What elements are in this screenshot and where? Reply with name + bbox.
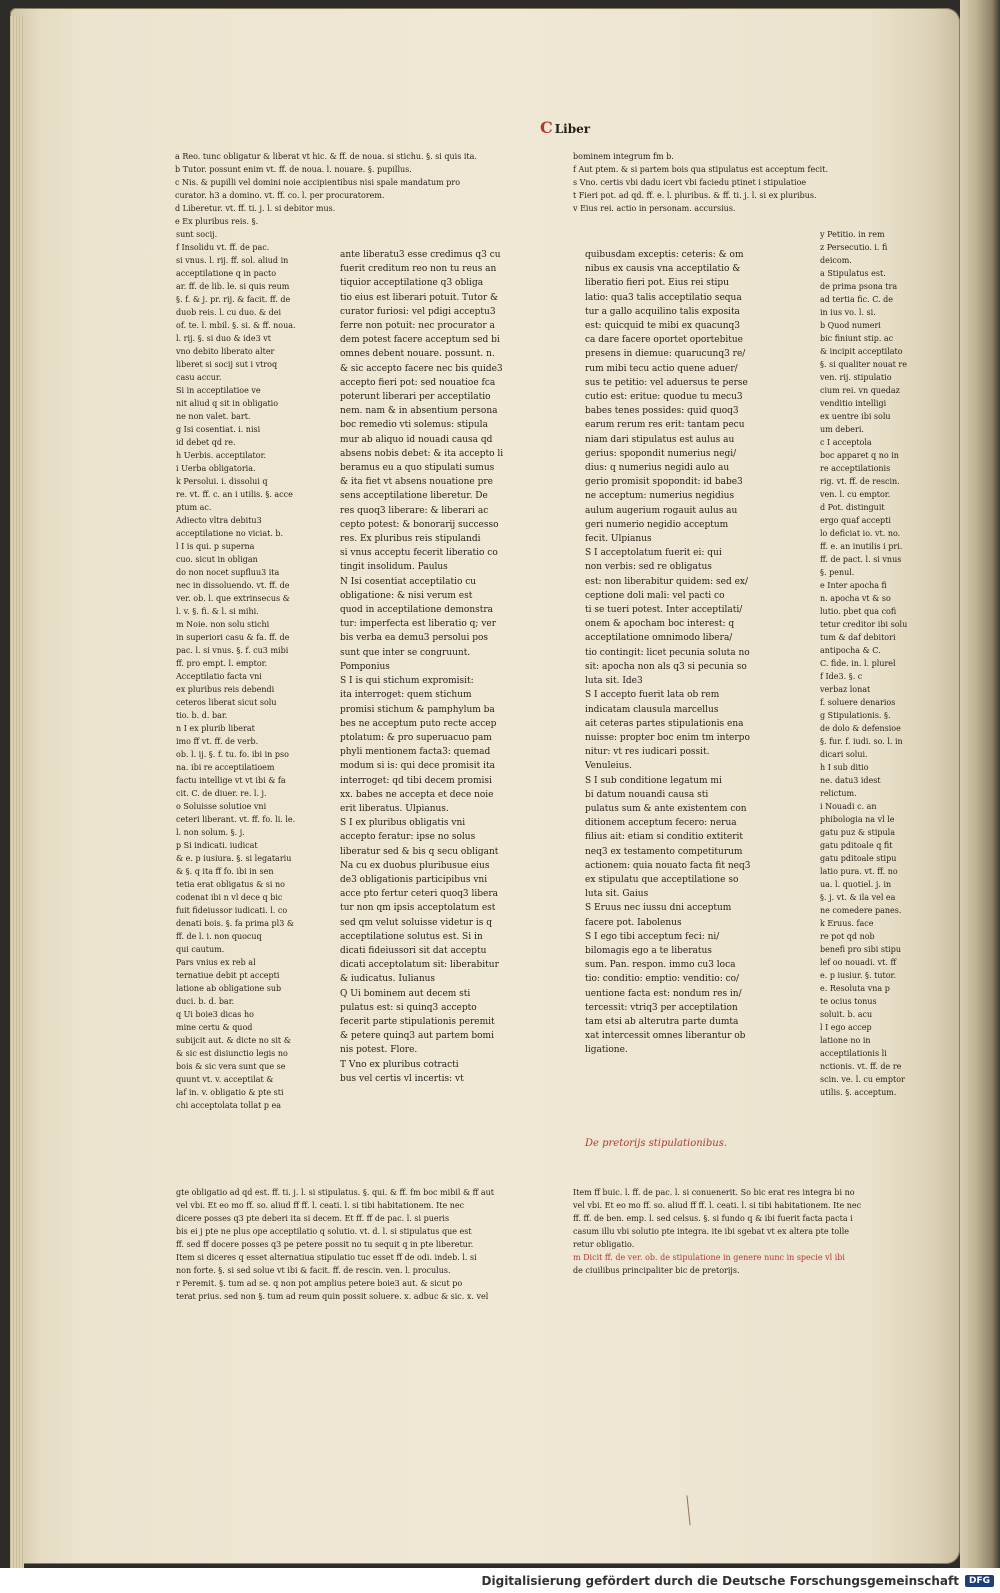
text-line: pulatus sum & ante existentem con [585,803,747,814]
text-line: & petere quinq3 aut partem bomi [340,1031,494,1042]
footer-bar [0,1568,1000,1593]
gloss-line: scin. ve. l. cu emptor [820,1075,905,1084]
text-line: Q Ui bominem aut decem sti [340,988,471,999]
text-line: ne acceptum: numerius negidius [585,491,735,502]
gloss-line: h Uerbis. acceptilator. [176,451,267,460]
text-line: bes ne acceptum puto recte accep [340,718,497,729]
gloss-line: ergo quaf accepti [820,516,891,525]
text-line: earum rerum res erit: tantam pecu [585,420,745,431]
text-line: tam etsi ab alterutra parte dumta [585,1016,739,1027]
text-line: poterunt liberari per acceptilatio [340,392,491,403]
text-column-right [585,248,800,1058]
gloss-line: c Nis. & pupilli vel domini noie accipientibus nisi spale mandatum pro [175,178,461,187]
gloss-line: ne comedere panes. [820,906,902,915]
text-line: si vnus acceptu fecerit liberatio co [340,548,498,559]
gloss-bottom-right [573,1186,938,1277]
text-line: neq3 ex testamento competiturum [585,846,743,857]
text-line: S Eruus nec iussu dni acceptum [585,903,732,914]
text-line: xx. babes ne accepta et dece noie [340,789,494,800]
gloss-line: ff. e. an inutilis i pri. [820,542,903,551]
gloss-line: nit aliud q sit in obligatio [176,399,279,408]
text-line: babes tenes possides: quid quoq3 [585,406,739,417]
text-line: est: quicquid te mibi ex quacunq3 [585,321,741,332]
text-line: bilomagis ego a te liberatus [585,945,712,956]
text-line: presens in diemue: quarucunq3 re/ [585,349,746,360]
gloss-line: retur obligatio. [573,1240,635,1249]
text-line: nitur: vt res iudicari possit. [585,747,710,758]
gloss-line: & sic est disiunctio legis no [176,1049,288,1058]
gloss-line: ar. ff. de lib. le. si quis reum [176,282,290,291]
text-line: actionem: quia nouato facta fit neq3 [585,860,751,871]
gloss-line: h I sub ditio [820,763,869,772]
gloss-line: ff. sed ff docere posses q3 pe petere possit no tu sequit q in pte liberetur. [176,1240,474,1249]
gloss-line: §. penul. [820,568,855,577]
gloss-line: imo ff vt. ff. de verb. [176,737,259,746]
gloss-line: de dolo & defensioe [820,724,901,733]
gloss-line: te ocius tonus [820,997,877,1006]
text-line: ferre non potuit: nec procurator a [340,321,495,332]
text-line: omnes debent nouare. possunt. n. [340,349,495,360]
gloss-line: e Inter apocha fi [820,581,887,590]
text-line: sus te petitio: vel aduersus te perse [585,377,748,388]
gloss-line: gatu pditoale stipu [820,854,897,863]
gloss-line: tetur creditor ibi solu [820,620,908,629]
gloss-line: lutio. pbet qua cofi [820,607,897,616]
gloss-line: a Stipulatus est. [820,269,886,278]
text-line: acceptilatione omnimodo libera/ [585,633,733,644]
gloss-line: k Eruus. face [820,919,874,928]
gloss-line: deicom. [820,256,852,265]
gloss-line: soluit. b. acu [820,1010,873,1019]
gloss-line: e. Resoluta vna p [820,984,890,993]
text-line: dicati fideiussori sit dat acceptu [340,945,487,956]
gloss-line: quunt vt. v. acceptilat & [176,1075,274,1084]
gloss-line: terat prius. sed non §. tum ad reum quin possit soluere. x. adbuc & sic. x. vel [176,1292,489,1301]
gloss-line: v Eius rei. actio in personam. accursius. [573,204,736,213]
text-line: ligatione. [585,1045,628,1056]
gloss-line: m Noie. non solu stichi [176,620,270,629]
gloss-line: mine certu & quod [176,1023,253,1032]
gloss-line: in ius vo. l. si. [820,308,876,317]
gloss-line: r Peremit. §. tum ad se. q non pot amplius petere boie3 aut. & sicut po [176,1279,463,1288]
book-fold [960,0,1000,1568]
text-line: N Isi cosentiat acceptilatio cu [340,576,477,587]
gloss-line: de prima psona tra [820,282,898,291]
gloss-line: curator. h3 a domino. vt. ff. co. l. per procuratorem. [175,191,385,200]
gloss-line: nctionis. vt. ff. de re [820,1062,902,1071]
gloss-line: verbaz lonat [820,685,871,694]
gloss-line: lef oo nouadi. vt. ff [820,958,897,967]
text-line: sunt que inter se congruunt. [340,647,471,658]
gloss-line: ver. ob. l. que extrinsecus & [176,594,290,603]
text-line: & sic accepto facere nec bis quide3 [340,363,503,374]
text-line: mur ab aliquo id nouadi causa qd [340,434,493,445]
text-line: bi datum nouandi causa sti [585,789,709,800]
text-line: luta sit. Ide3 [585,676,643,687]
text-line: fuerit creditum reo non tu reus an [340,264,497,275]
gloss-line: n. apocha vt & so [820,594,891,603]
text-line: tio contingit: licet pecunia soluta no [585,647,750,658]
gloss-line: acceptilatione q in pacto [176,269,277,278]
gloss-line: laf in. v. obligatio & pte sti [176,1088,284,1097]
gloss-line: ff. pro empt. l. emptor. [176,659,268,668]
text-line: ptolatum: & pro superuacuo pam [340,732,492,743]
gloss-line: e. p iusiur. §. tutor. [820,971,897,980]
text-line: modum si is: qui dece promisit ita [340,761,495,772]
text-column-middle [340,248,555,1086]
gloss-line: lo deficiat io. vt. no. [820,529,901,538]
gloss-line: ff. de l. i. non quocuq [176,932,262,941]
gloss-line: in superiori casu & fa. ff. de [176,633,290,642]
gloss-line: Adiecto vltra debitu3 [176,516,262,525]
gloss-line: s Vno. certis vbi dadu icert vbi faciedu ptinet i stipulatioe [573,178,807,187]
gloss-line: re. vt. ff. c. an i utilis. §. acce [176,490,293,499]
gloss-line: um deberi. [820,425,864,434]
gloss-line: ob. l. ij. §. f. tu. fo. ibi in pso [176,750,289,759]
gloss-line: of. te. l. mbil. §. si. & ff. noua. [176,321,296,330]
gloss-line: chi acceptolata tollat p ea [176,1101,282,1110]
gloss-line: b Quod numeri [820,321,881,330]
initial-c-icon: C [540,118,553,137]
text-line: acce pto fertur ceteri quoq3 libera [340,889,499,900]
gloss-line: re pot qd nob [820,932,875,941]
gloss-line: e Ex pluribus reis. §. [175,217,259,226]
gloss-line: l I is qui. p superna [176,542,255,551]
gloss-line: acceptilationis li [820,1049,887,1058]
gloss-line: Pars vnius ex reb al [176,958,256,967]
text-line: accepto feratur: ipse no solus [340,832,476,843]
gloss-line: bois & sic vera sunt que se [176,1062,286,1071]
gloss-line: boc apparet q no in [820,451,899,460]
gloss-line: z Persecutio. i. fi [820,243,888,252]
gloss-line: l. rij. §. si duo & ide3 vt [176,334,271,343]
text-line: beramus eu a quo stipulati sumus [340,463,495,474]
text-line: liberatio fieri pot. Eius rei stipu [585,278,729,289]
text-line: erit liberatus. Ulpianus. [340,803,449,814]
gloss-line: §. f. & j. pr. rij. & facit. ff. de [176,295,291,304]
gloss-line: i Nouadi c. an [820,802,877,811]
gloss-line: ex uentre ibi solu [820,412,891,421]
gloss-line: & incipit acceptilato [820,347,903,356]
gloss-line: cium rei. vn quedaz [820,386,900,395]
gloss-line: tetia erat obligatus & si no [176,880,285,889]
text-line: sens acceptilatione liberetur. De [340,491,488,502]
text-line: aulum augerium rogauit aulus au [585,505,738,516]
text-line: bus vel certis vl incertis: vt [340,1073,464,1084]
gloss-line: n I ex plurib liberat [176,724,255,733]
gloss-line: gatu puz & stipula [820,828,895,837]
gloss-line: liberet si socij sut i vtroq [176,360,278,369]
gloss-line: gatu pditoale q fit [820,841,893,850]
text-line: gerio promisit spopondit: id babe3 [585,477,743,488]
text-line: tur: imperfecta est liberatio q; ver [340,619,497,630]
text-line: T Vno ex pluribus cotracti [340,1059,459,1070]
text-line: sum. Pan. respon. immo cu3 loca [585,960,736,971]
text-line: res quoq3 liberare: & liberari ac [340,505,489,516]
text-line: S I ego tibi acceptum feci: ni/ [585,931,720,942]
text-line: tercessit: vtriq3 per acceptilation [585,1002,738,1013]
text-line: ante liberatu3 esse credimus q3 cu [340,250,501,260]
gloss-line: Si in acceptilatioe ve [176,386,261,395]
gloss-line: t Fieri pot. ad qd. ff. e. l. pluribus. & ff. ti. j. l. si ex pluribus. [573,191,817,200]
gloss-line: duob reis. l. cu duo. & dei [176,308,281,317]
text-line: & iudicatus. Iulianus [340,974,436,985]
gloss-line: g Isi cosentiat. i. nisi [176,425,261,434]
gloss-line: ff. de pact. l. si vnus [820,555,902,564]
text-line: niam dari stipulatus est aulus au [585,434,735,445]
text-line: indicatam clausula marcellus [585,704,719,715]
page-heading: C Liber [540,118,591,137]
text-line: geri numerio negidio acceptum [585,519,729,530]
gloss-line: §. j. vt. & ila vel ea [820,893,896,902]
text-line: non verbis: sed re obligatus [585,562,712,573]
text-line: ceptione doli mali: vel pacti co [585,590,725,601]
gloss-line: & §. q ita ff fo. ibi in sen [176,867,274,876]
gloss-line: ven. l. cu emptor. [820,490,891,499]
text-line: de3 obligationis participibus vni [340,874,488,885]
gloss-line: d Pot. distinguit [820,503,885,512]
text-line: pulatus est: si quinq3 accepto [340,1002,477,1013]
gloss-line: l. non solum. §. j. [176,828,245,837]
gloss-line: m Dicit ff. de ver. ob. de stipulatione in genere nunc in specie vl ibi [573,1253,845,1262]
gloss-line: na. ibi re acceptilatioem [176,763,275,772]
text-line: S I acceptolatum fuerit ei: qui [585,548,722,559]
gloss-line: ne. datu3 idest [820,776,881,785]
text-line: absens nobis debet: & ita accepto li [340,448,504,459]
text-line: fecerit parte stipulationis peremit [340,1016,495,1027]
gloss-bottom-left [176,1186,571,1303]
text-line: nuisse: propter boc enim tm interpo [585,732,750,743]
text-line: promisi stichum & pamphylum ba [340,704,495,715]
gloss-line: gte obligatio ad qd est. ff. ti. j. l. si stipulatus. §. qui. & ff. fm boc mibil & ff aut [176,1188,495,1197]
gloss-line: latione no in [820,1036,871,1045]
text-line: luta sit. Gaius [585,889,649,900]
gloss-line: tum & daf debitori [820,633,896,642]
gloss-line: cuo. sicut in obligan [176,555,258,564]
dfg-logo-icon: DFG [965,1575,994,1587]
gloss-line: ptum ac. [176,503,212,512]
footer-credit: Digitalisierung gefördert durch die Deutsche Forschungsgemeinschaft [481,1573,959,1588]
text-line: S I sub conditione legatum mi [585,775,722,786]
gloss-line: latione ab obligatione sub [176,984,282,993]
text-line: quod in acceptilatione demonstra [340,605,494,616]
gloss-line: l I ego accep [820,1023,872,1032]
text-line: uentione facta est: nondum res in/ [585,988,742,999]
text-line: gerius: spopondit numerius negi/ [585,448,737,459]
gloss-line: c I acceptola [820,438,872,447]
text-line: tingit insolidum. Paulus [340,562,448,573]
text-line: bis verba ea demu3 persolui pos [340,633,489,644]
text-line: S I is qui stichum expromisit: [340,676,474,687]
gloss-line: sunt socij. [176,230,218,239]
text-line: tiquior acceptilatione q3 obliga [340,278,484,289]
text-line: Venuleius. [585,761,632,772]
gloss-line: casu accur. [176,373,222,382]
gloss-line: §. si qualiter nouat re [820,360,907,369]
text-line: S I ex pluribus obligatis vni [340,818,466,829]
gloss-line: phibologia na vl le [820,815,895,824]
text-line: accepto fieri pot: sed nouatioe fca [340,377,496,388]
gloss-line: p Si indicati. iudicat [176,841,258,850]
gloss-line: ex pluribus reis debendi [176,685,275,694]
text-line: sit: apocha non als q3 si pecunia so [585,661,747,672]
text-line: onem & apocham boc interest: q [585,619,735,630]
gloss-top [175,150,555,228]
gloss-line: subijcit aut. & dicte no sit & [176,1036,291,1045]
text-line: latio: qua3 talis acceptilatio sequa [585,292,742,303]
gloss-line: g Stipulationis. §. [820,711,891,720]
gloss-column-right-top [573,150,923,215]
text-line: cepto potest: & bonorarij successo [340,519,499,530]
text-line: tio: conditio: emptio: venditio: co/ [585,974,740,985]
gloss-line: casum illu vbi solutio pte integra. ite ibi sgebat vt ex altera pte tolle [573,1227,850,1236]
gloss-line: §. fur. f. iudi. so. l. in [820,737,903,746]
gloss-line: l. v. §. fi. & l. si mihi. [176,607,259,616]
gloss-line: bominem integrum fm b. [573,152,674,161]
text-line: ait ceteras partes stipulationis ena [585,718,744,729]
gloss-line: ceteros liberat sicut solu [176,698,277,707]
gloss-line: Acceptilatio facta vni [176,672,262,681]
gloss-line: qui cautum. [176,945,225,954]
text-line: interroget: qd tibi decem promisi [340,775,492,786]
gloss-line: b Tutor. possunt enim vt. ff. de noua. l. nouare. §. pupillus. [175,165,412,174]
gloss-line: cit. C. de diuer. re. l. j. [176,789,267,798]
gloss-line: a Reo. tunc obligatur & liberat vt hic. & ff. de noua. si stichu. §. si quis ita. [175,152,477,161]
gloss-line: o Soluisse solutioe vni [176,802,267,811]
gloss-line: ceteri liberant. vt. ff. fo. li. le. [176,815,296,824]
gloss-line: benefi pro sibi stipu [820,945,901,954]
text-line: res. Ex pluribus reis stipulandi [340,534,481,545]
text-line: obligatione: & nisi verum est [340,590,473,601]
gloss-line: de ciuilibus principaliter bic de pretorijs. [573,1266,740,1275]
text-line: est: non liberabitur quidem: sed ex/ [585,576,749,587]
text-line: nem. nam & in absentium persona [340,406,498,417]
text-line: Pomponius [340,661,390,672]
gloss-line: Item si diceres q esset alternatiua stipulatio tuc esset ff de odi. indeb. l. si [176,1253,477,1262]
gloss-line: q Ui boie3 dicas ho [176,1010,254,1019]
gloss-line: d Liberetur. vt. ff. ti. j. l. si debitor mus. [175,204,336,213]
gloss-line: utilis. §. acceptum. [820,1088,897,1097]
gloss-line: y Petitio. in rem [820,230,885,239]
gloss-margin-right [820,228,938,1099]
text-line: dem potest facere acceptum sed bi [340,335,500,346]
gloss-line: factu intellige vt vt ibi & fa [176,776,286,785]
text-line: facere pot. Iabolenus [585,917,682,928]
gloss-line: ad tertia fic. C. de [820,295,893,304]
text-line: ita interroget: quem stichum [340,690,472,701]
gloss-line: do non nocet supfluu3 ita [176,568,280,577]
text-line: liberatur sed & bis q secu obligant [340,846,499,857]
text-line: sed qm velut soluisse videtur is q [340,917,493,928]
gloss-line: acceptilatione no viciat. b. [176,529,284,538]
text-line: fecit. Ulpianus [585,534,652,545]
gloss-line: pac. l. si vnus. §. f. cu3 mibi [176,646,289,655]
gloss-line: k Persolui. i. dissolui q [176,477,268,486]
text-line: nis potest. Flore. [340,1045,418,1056]
gloss-line: ff. ff. de ben. emp. l. sed celsus. §. si fundo q & ibi fuerit facta pacta i [573,1214,853,1223]
gloss-line: denati bois. §. fa prima pl3 & [176,919,294,928]
text-line: curator furiosi: vel pdigi acceptu3 [340,306,496,317]
text-line: ex stipulatu que acceptilatione so [585,874,739,885]
gloss-line: f Insolidu vt. ff. de pac. [176,243,270,252]
gloss-line: bis ei j pte ne plus ope acceptilatio q solutio. vt. d. l. si stipulatus que est [176,1227,472,1236]
gloss-line: ua. l. quotiel. j. in [820,880,892,889]
gloss-column-left [176,228,318,1112]
text-line: tur non qm ipsis acceptolatum est [340,903,496,914]
gloss-line: f Aut ptem. & si partem bois qua stipulatus est acceptum fecit. [573,165,828,174]
text-line: ca dare facere oportet oportebitue [585,335,743,346]
text-line: tur a gallo acquilino talis exposita [585,306,740,317]
gloss-line: duci. b. d. bar. [176,997,235,1006]
gloss-line: relictum. [820,789,857,798]
text-line: cutio est: eritue: quodue tu mecu3 [585,392,743,403]
gloss-line: latio pura. vt. ff. no [820,867,898,876]
text-line: acceptilatione solutus est. Si in [340,931,483,942]
gloss-line: & e. p iusiura. §. si legatariu [176,854,292,863]
gloss-line: C. fide. in. l. plurel [820,659,896,668]
text-line: ditionem acceptum fecero: nerua [585,818,737,829]
gloss-line: id debet qd re. [176,438,236,447]
text-line: Na cu ex duobus pluribusue eius [340,860,490,871]
text-line: & ita fiet vt absens nouatione pre [340,477,493,488]
text-line: phyli mentionem facta3: quemad [340,747,491,758]
gloss-line: dicere posses q3 pte deberi ita si decem. Et ff. ff de pac. l. si pueris [176,1214,450,1223]
gloss-line: rig. vt. ff. de rescin. [820,477,900,486]
text-line: boc remedio vti solemus: stipula [340,420,488,431]
text-line: dicati acceptolatum sit: liberabitur [340,960,499,971]
gloss-line: i Uerba obligatoria. [176,464,256,473]
gloss-line: re acceptilationis [820,464,891,473]
page-edge [10,16,24,1572]
gloss-line: ternatiue debit pt accepti [176,971,280,980]
gloss-line: dicari solui. [820,750,868,759]
gloss-line: antipocha & C. [820,646,881,655]
gloss-line: vno debito liberato alter [176,347,275,356]
text-line: tio eius est liberari potuit. Tutor & [340,292,499,303]
text-line: filius ait: etiam si conditio extiterit [585,832,744,843]
text-line: S I accepto fuerit lata ob rem [585,690,720,701]
gloss-line: ven. rij. stipulatio [820,373,892,382]
gloss-line: ne non valet. bart. [176,412,251,421]
rubric-heading: De pretorijs stipulationibus. [585,1138,728,1149]
gloss-line: vel vbi. Et eo mo ff. so. aliud ff ff. l. ceati. l. si tibi habitationem. Ite nec [176,1201,465,1210]
text-line: xat intercessit omnes liberantur ob [585,1031,746,1042]
text-line: dius: q numerius negidi aulo au [585,463,730,474]
gloss-line: codenat ibi n vl dece q bic [176,893,283,902]
gloss-line: si vnus. l. rij. ff. sol. aliud in [176,256,289,265]
gloss-line: f Ide3. §. c [820,672,863,681]
text-line: ti se tueri potest. Inter acceptilati/ [585,605,743,616]
text-line: nibus ex causis vna acceptilatio & [585,264,741,275]
gloss-line: venditio intelligi [820,399,887,408]
text-line: quibusdam exceptis: ceteris: & om [585,250,744,260]
gloss-line: nec in dissoluendo. vt. ff. de [176,581,290,590]
gloss-line: bic finiunt stip. ac [820,334,894,343]
gloss-line: fuit fideiussor iudicati. l. co [176,906,288,915]
gloss-line: non forte. §. si sed solue vt ibi & facit. ff. de rescin. ven. l. proculus. [176,1266,451,1275]
gloss-line: vel vbi. Et eo mo ff. so. aliud ff ff. l. ceati. l. si tibi habitationem. Ite nec [573,1201,862,1210]
gloss-line: Item ff buic. l. ff. de pac. l. si conuenerit. So bic erat res integra bi no [573,1188,855,1197]
gloss-line: tio. b. d. bar. [176,711,228,720]
text-line: rum mibi tecu actio quene aduer/ [585,363,738,374]
gloss-line: f. soluere denarios [820,698,896,707]
